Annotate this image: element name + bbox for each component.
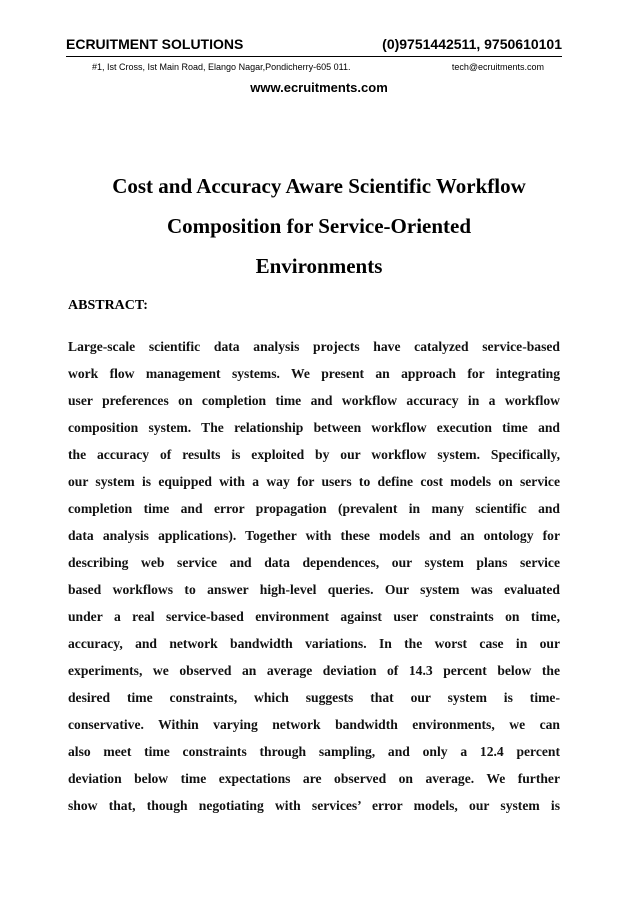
abstract-line: our system is equipped with a way for users to define cost models on service xyxy=(68,474,560,489)
letterhead-top xyxy=(66,36,562,57)
abstract-line: completion time and error propagation (prevalent in many scientific and xyxy=(68,501,560,516)
company-name: ECRUITMENT SOLUTIONS xyxy=(66,36,244,52)
abstract-heading: ABSTRACT: xyxy=(68,298,148,313)
abstract-line: experiments, we observed an average deviation of 14.3 percent below the xyxy=(68,663,560,678)
phone-numbers: (0)9751442511, 9750610101 xyxy=(382,36,562,52)
company-website[interactable]: www.ecruitments.com xyxy=(250,80,388,95)
abstract-line: data analysis applications). Together with these models and an ontology for xyxy=(68,528,560,543)
abstract-line: accuracy, and network bandwidth variations. In the worst case in our xyxy=(68,636,560,651)
abstract-line: describing web service and data dependences, our system plans service xyxy=(68,555,560,570)
abstract-body xyxy=(68,333,560,819)
title-line: Composition for Service-Oriented xyxy=(166,214,472,238)
abstract-line: the accuracy of results is exploited by our workflow system. Specifically, xyxy=(68,447,560,462)
abstract-line: show that, though negotiating with services’ error models, our system is xyxy=(68,798,560,813)
abstract-line: composition system. The relationship between workflow execution time and xyxy=(68,420,560,435)
abstract-line: also meet time constraints through sampling, and only a 12.4 percent xyxy=(68,744,560,759)
abstract-line: based workflows to answer high-level queries. Our system was evaluated xyxy=(68,582,560,597)
title-line: Cost and Accuracy Aware Scientific Workflow xyxy=(112,174,526,198)
abstract-line: work flow management systems. We present an approach for integrating xyxy=(68,366,560,381)
paper-title xyxy=(70,166,568,286)
abstract-line: Large-scale scientific data analysis projects have catalyzed service-based xyxy=(68,339,560,354)
abstract-line: conservative. Within varying network bandwidth environments, we can xyxy=(68,717,560,732)
abstract-line: user preferences on completion time and workflow accuracy in a workflow xyxy=(68,393,560,408)
abstract-line: deviation below time expectations are observed on average. We further xyxy=(68,771,560,786)
abstract-line: desired time constraints, which suggests that our system is time- xyxy=(68,690,560,705)
company-email[interactable]: tech@ecruitments.com xyxy=(451,62,544,72)
abstract-line: under a real service-based environment against user constraints on time, xyxy=(68,609,560,624)
company-address: #1, Ist Cross, Ist Main Road, Elango Nagar,Pondicherry-605 011. xyxy=(92,62,351,72)
title-line: Environments xyxy=(255,254,383,278)
